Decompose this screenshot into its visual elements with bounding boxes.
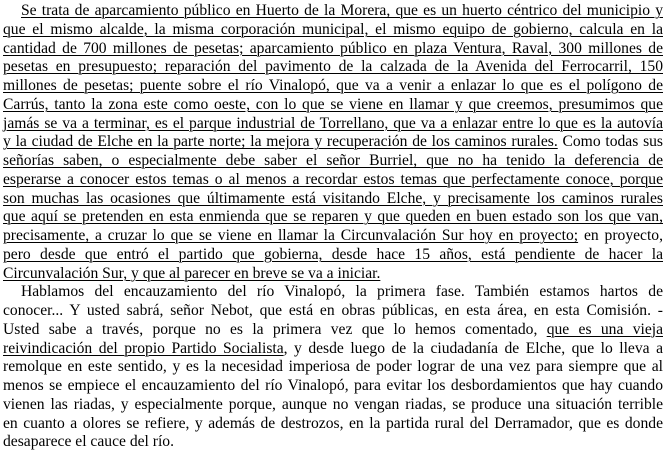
- text-segment: en proyecto,: [578, 227, 663, 244]
- text-segment: en cuanto a olores se refiere, y además de destrozos, en la partida rural del Derramador, que es donde: [3, 414, 663, 432]
- text-line: [3, 302, 663, 321]
- underlined-text: Carrús, tanto la zona este como oeste, con lo que se viene en llamar y que creemos, presumimos que: [3, 95, 663, 113]
- underlined-text: cantidad de 700 millones de pesetas; aparcamiento público en plaza Ventura, Raval, 300 millones de: [3, 39, 663, 57]
- underlined-text: que el mismo alcalde, la misma corporación municipal, el mismo equipo de gobierno, calcula en la: [3, 20, 663, 38]
- text-line: [3, 246, 663, 265]
- text-line: [3, 152, 663, 171]
- text-line: [3, 396, 663, 415]
- underlined-text: esperarse a conocer estos temas o al menos a recordar estos temas que perfectamente conoce, porque: [3, 170, 663, 188]
- text-line: [3, 190, 663, 209]
- text-line: [3, 21, 663, 40]
- text-line: [3, 340, 663, 359]
- underlined-text: señorías saben, o especialmente debe saber el señor Burriel, que no ha tenido la deferencia de: [3, 152, 663, 169]
- text-line: [3, 415, 663, 434]
- underlined-text: son muchas las ocasiones que últimamente está visitando Elche, y precisamente los caminos rurales: [3, 189, 663, 207]
- text-line: [3, 433, 663, 452]
- text-line: [3, 2, 663, 21]
- text-line: [3, 283, 663, 302]
- text-line: [3, 171, 663, 190]
- underlined-text: Circunvalación Sur, y que al parecer en breve se va a iniciar.: [3, 264, 381, 282]
- text-line: [3, 40, 663, 59]
- text-segment: Como todas sus: [557, 133, 664, 151]
- underlined-text: jamás se va a terminar, es el parque industrial de Torrellano, que va a enlazar entre lo que es la autovía: [3, 114, 663, 132]
- underlined-text: millones de pesetas; puente sobre el río Vinalopó, que va a venir a enlazar lo que es el polígono de: [3, 77, 663, 94]
- text-line: [3, 321, 663, 340]
- text-segment: menos se empiece el encauzamiento del río Vinalopó, para evitar los desbordamientos que hay cuando: [3, 377, 663, 394]
- text-line: [3, 265, 663, 284]
- underlined-text: que aquí se pretenden en esta enmienda que se reparen y que queden en buen estado son los que van,: [3, 208, 663, 226]
- text-segment: conocer... Y usted sabrá, señor Nebot, que está en obras públicas, en esta área, en esta Comisión. -: [3, 302, 663, 319]
- paragraph: [3, 2, 663, 283]
- underlined-text: Se trata de aparcamiento público en Huerto de la Morera, que es un huerto céntrico del municipio y: [21, 2, 663, 19]
- underlined-text: y la ciudad de Elche en la parte norte; la mejora y recuperación de los caminos rurales.: [3, 133, 558, 151]
- text-segment: desaparece el cauce del río.: [3, 433, 174, 451]
- text-line: [3, 133, 663, 152]
- document-page: [3, 2, 663, 452]
- text-line: [3, 58, 663, 77]
- text-segment: , y desde luego de la ciudadanía de Elche, que lo lleva a: [283, 339, 663, 357]
- underlined-text: que es una vieja: [546, 320, 663, 338]
- text-line: [3, 227, 663, 246]
- underlined-text: pero desde que entró el partido que gobierna, desde hace 15 años, está pendiente de hacer la: [3, 245, 663, 263]
- text-segment: remolque en este sentido, y es la necesidad imperiosa de poder lograr de una vez para siempre que al: [3, 358, 663, 376]
- text-line: [3, 377, 663, 396]
- underlined-text: precisamente, a cruzar lo que se viene en llamar la Circunvalación Sur hoy en proyecto;: [3, 227, 579, 244]
- text-segment: vienen las riadas, y especialmente porque, aunque no vengan riadas, se produce una situación terrible: [3, 395, 663, 413]
- text-segment: Hablamos del encauzamiento del río Vinalopó, la primera fase. También estamos hartos de: [21, 283, 663, 301]
- text-line: [3, 96, 663, 115]
- text-line: [3, 358, 663, 377]
- text-line: [3, 208, 663, 227]
- text-line: [3, 115, 663, 134]
- text-segment: Usted sabe a través, porque no es la primera vez que lo hemos comentado,: [3, 320, 547, 338]
- paragraph: [3, 283, 663, 452]
- text-line: [3, 77, 663, 96]
- underlined-text: reivindicación del propio Partido Socialista: [3, 339, 284, 357]
- underlined-text: pesetas en presupuesto; reparación del pavimento de la calzada de la Avenida del Ferrocarril, 150: [3, 58, 663, 76]
